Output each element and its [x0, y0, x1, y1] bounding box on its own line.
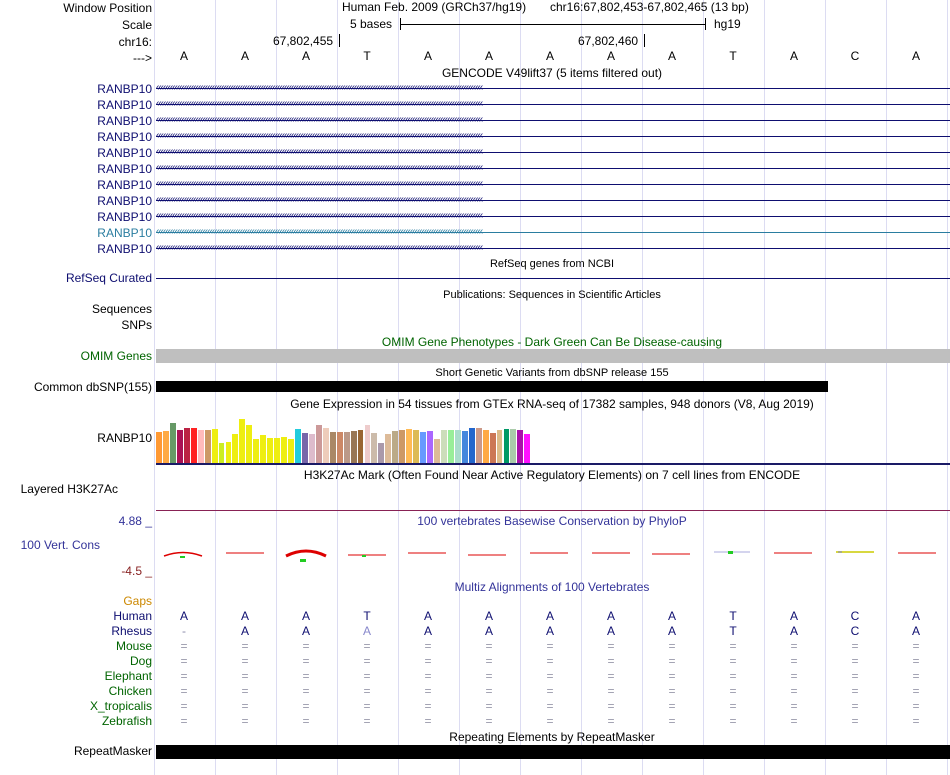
gtex-tissue-bar[interactable]	[434, 439, 440, 463]
alignment-base: T	[729, 609, 737, 623]
alignment-base: =	[851, 669, 859, 683]
gtex-tissue-bar[interactable]	[455, 430, 461, 463]
alignment-base: =	[241, 654, 249, 668]
gencode-row-label[interactable]: RANBP10	[97, 210, 152, 224]
alignment-base: A	[667, 609, 677, 623]
track-labels	[0, 0, 156, 775]
gtex-tissue-bar[interactable]	[392, 431, 398, 463]
strand-arrows-icon: ‹‹‹‹‹‹‹‹‹‹‹‹‹‹‹‹‹‹‹‹‹‹‹‹‹‹‹‹‹‹‹‹‹‹‹‹‹‹‹‹‹‹‹‹‹‹‹‹‹‹‹‹‹‹‹‹‹‹‹‹‹‹‹‹‹‹‹‹‹‹‹‹‹‹‹‹‹‹‹‹‹‹‹‹‹‹‹‹‹‹‹‹‹‹‹‹‹‹‹‹‹‹‹‹‹‹‹‹‹‹‹‹‹‹‹‹‹‹‹‹‹‹‹‹‹‹‹‹‹‹‹‹‹‹‹‹‹‹‹‹	[156, 130, 483, 141]
gtex-tissue-bar[interactable]	[205, 430, 211, 463]
gtex-tissue-bar[interactable]	[219, 443, 225, 463]
gtex-tissue-bar[interactable]	[253, 439, 259, 463]
alignment-base: =	[180, 669, 188, 683]
dbsnp-label[interactable]: Common dbSNP(155)	[33, 380, 152, 394]
gencode-row-label[interactable]: RANBP10	[97, 82, 152, 96]
base-letter: C	[850, 49, 860, 63]
cons-title[interactable]: 100 vertebrates Basewise Conservation by PhyloP	[417, 514, 687, 528]
base-letter: A	[606, 49, 616, 63]
alignment-base: A	[179, 609, 189, 623]
alignment-base: A	[911, 609, 921, 623]
alignment-base: =	[607, 654, 615, 668]
strand-arrows-icon: ‹‹‹‹‹‹‹‹‹‹‹‹‹‹‹‹‹‹‹‹‹‹‹‹‹‹‹‹‹‹‹‹‹‹‹‹‹‹‹‹‹‹‹‹‹‹‹‹‹‹‹‹‹‹‹‹‹‹‹‹‹‹‹‹‹‹‹‹‹‹‹‹‹‹‹‹‹‹‹‹‹‹‹‹‹‹‹‹‹‹‹‹‹‹‹‹‹‹‹‹‹‹‹‹‹‹‹‹‹‹‹‹‹‹‹‹‹‹‹‹‹‹‹‹‹‹‹‹‹‹‹‹‹‹‹‹‹‹‹‹	[156, 114, 483, 125]
gencode-row-label[interactable]: RANBP10	[97, 114, 152, 128]
base-letter: A	[667, 49, 677, 63]
gtex-tissue-bar[interactable]	[365, 425, 371, 463]
strand-arrows-icon: ‹‹‹‹‹‹‹‹‹‹‹‹‹‹‹‹‹‹‹‹‹‹‹‹‹‹‹‹‹‹‹‹‹‹‹‹‹‹‹‹‹‹‹‹‹‹‹‹‹‹‹‹‹‹‹‹‹‹‹‹‹‹‹‹‹‹‹‹‹‹‹‹‹‹‹‹‹‹‹‹‹‹‹‹‹‹‹‹‹‹‹‹‹‹‹‹‹‹‹‹‹‹‹‹‹‹‹‹‹‹‹‹‹‹‹‹‹‹‹‹‹‹‹‹‹‹‹‹‹‹‹‹‹‹‹‹‹‹‹‹	[156, 178, 483, 189]
alignment-base: =	[180, 639, 188, 653]
alignment-base: =	[668, 654, 676, 668]
assembly-text: Human Feb. 2009 (GRCh37/hg19)	[342, 0, 527, 14]
alignment-base: =	[363, 654, 371, 668]
sequences-label[interactable]: Sequences	[91, 302, 152, 316]
alignment-base: =	[729, 699, 737, 713]
alignment-base: =	[424, 639, 432, 653]
gtex-tissue-bar[interactable]	[170, 423, 176, 463]
alignment-base: A	[606, 624, 616, 638]
gencode-transcript[interactable]	[156, 179, 950, 189]
alignment-base: =	[546, 699, 554, 713]
omim-label[interactable]: OMIM Genes	[80, 349, 152, 363]
gtex-tissue-bar[interactable]	[212, 429, 218, 463]
repeat-feature[interactable]	[156, 745, 950, 759]
strand-arrows-icon: ‹‹‹‹‹‹‹‹‹‹‹‹‹‹‹‹‹‹‹‹‹‹‹‹‹‹‹‹‹‹‹‹‹‹‹‹‹‹‹‹‹‹‹‹‹‹‹‹‹‹‹‹‹‹‹‹‹‹‹‹‹‹‹‹‹‹‹‹‹‹‹‹‹‹‹‹‹‹‹‹‹‹‹‹‹‹‹‹‹‹‹‹‹‹‹‹‹‹‹‹‹‹‹‹‹‹‹‹‹‹‹‹‹‹‹‹‹‹‹‹‹‹‹‹‹‹‹‹‹‹‹‹‹‹‹‹‹‹‹‹	[156, 82, 483, 93]
gtex-tissue-bar[interactable]	[406, 429, 412, 463]
species-label[interactable]: Chicken	[108, 684, 152, 698]
strand-label: --->	[133, 51, 152, 65]
gtex-tissue-bar[interactable]	[302, 433, 308, 463]
strand-arrows-icon: ‹‹‹‹‹‹‹‹‹‹‹‹‹‹‹‹‹‹‹‹‹‹‹‹‹‹‹‹‹‹‹‹‹‹‹‹‹‹‹‹‹‹‹‹‹‹‹‹‹‹‹‹‹‹‹‹‹‹‹‹‹‹‹‹‹‹‹‹‹‹‹‹‹‹‹‹‹‹‹‹‹‹‹‹‹‹‹‹‹‹‹‹‹‹‹‹‹‹‹‹‹‹‹‹‹‹‹‹‹‹‹‹‹‹‹‹‹‹‹‹‹‹‹‹‹‹‹‹‹‹‹‹‹‹‹‹‹‹‹‹	[156, 146, 483, 157]
alignment-base: A	[423, 624, 433, 638]
gtex-tissue-bar[interactable]	[260, 435, 266, 463]
alignment-base: =	[546, 639, 554, 653]
alignment-base: A	[789, 609, 799, 623]
alignment-base: =	[668, 639, 676, 653]
gencode-transcript[interactable]	[156, 147, 950, 157]
alignment-base: =	[912, 714, 920, 728]
ruler-pos-1: 67,802,455	[273, 34, 334, 48]
ruler-pos-2: 67,802,460	[578, 34, 639, 48]
alignment-base: =	[607, 684, 615, 698]
alignment-base: =	[180, 684, 188, 698]
alignment-base: =	[546, 654, 554, 668]
gencode-row-label[interactable]: RANBP10	[97, 226, 152, 240]
alignment-base: =	[302, 654, 310, 668]
species-label[interactable]: X_tropicalis	[89, 699, 152, 713]
gtex-label[interactable]: RANBP10	[97, 431, 152, 445]
gencode-transcript[interactable]	[156, 195, 950, 205]
gtex-tissue-bar[interactable]	[385, 434, 391, 463]
alignment-base: A	[789, 624, 799, 638]
omim-feature[interactable]	[156, 349, 950, 363]
species-label[interactable]: Zebrafish	[101, 714, 152, 728]
alignment-base: =	[607, 669, 615, 683]
strand-arrows-icon: ‹‹‹‹‹‹‹‹‹‹‹‹‹‹‹‹‹‹‹‹‹‹‹‹‹‹‹‹‹‹‹‹‹‹‹‹‹‹‹‹‹‹‹‹‹‹‹‹‹‹‹‹‹‹‹‹‹‹‹‹‹‹‹‹‹‹‹‹‹‹‹‹‹‹‹‹‹‹‹‹‹‹‹‹‹‹‹‹‹‹‹‹‹‹‹‹‹‹‹‹‹‹‹‹‹‹‹‹‹‹‹‹‹‹‹‹‹‹‹‹‹‹‹‹‹‹‹‹‹‹‹‹‹‹‹‹‹‹‹‹	[156, 98, 483, 109]
alignment-base: A	[240, 624, 250, 638]
alignment-base: =	[729, 684, 737, 698]
scale-bar	[400, 17, 706, 31]
gtex-tissue-bar[interactable]	[378, 443, 384, 463]
alignment-base: =	[607, 699, 615, 713]
alignment-base: =	[180, 699, 188, 713]
gtex-tissue-bar[interactable]	[239, 419, 245, 463]
gtex-tissue-bar[interactable]	[517, 430, 523, 463]
alignment-base: T	[729, 624, 737, 638]
species-label[interactable]: Dog	[129, 654, 152, 668]
alignment-base: =	[302, 714, 310, 728]
range-text: chr16:67,802,453-67,802,465 (13 bp)	[550, 0, 749, 14]
gtex-title[interactable]: Gene Expression in 54 tissues from GTEx RNA-seq of 17382 samples, 948 donors (V8, Aug 2019)	[290, 397, 814, 411]
gtex-tissue-bar[interactable]	[198, 430, 204, 463]
alignment-base: =	[668, 714, 676, 728]
base-letter: T	[729, 49, 737, 63]
gtex-tissue-bar[interactable]	[226, 442, 232, 463]
gtex-tissue-bar[interactable]	[441, 430, 447, 463]
track-area[interactable]	[156, 0, 950, 775]
base-letter: A	[240, 49, 250, 63]
species-label[interactable]: Rhesus	[111, 624, 152, 638]
gtex-tissue-bar[interactable]	[267, 438, 273, 463]
gtex-tissue-bar[interactable]	[330, 432, 336, 463]
alignment-base: A	[484, 609, 494, 623]
omim-title[interactable]: OMIM Gene Phenotypes - Dark Green Can Be Disease-causing	[381, 335, 723, 349]
alignment-base: =	[790, 654, 798, 668]
db-text: hg19	[714, 17, 741, 31]
alignment-base: =	[790, 714, 798, 728]
alignment-base: A	[301, 609, 311, 623]
alignment-base: =	[546, 669, 554, 683]
alignment-base: =	[851, 654, 859, 668]
cons-max: 4.88 _	[118, 514, 152, 528]
base-gridline	[154, 0, 155, 775]
alignment-base: =	[851, 714, 859, 728]
alignment-base: =	[851, 684, 859, 698]
alignment-base: =	[546, 714, 554, 728]
alignment-base: =	[485, 669, 493, 683]
gencode-row-label[interactable]: RANBP10	[97, 130, 152, 144]
base-letter: A	[423, 49, 433, 63]
gtex-tissue-bar[interactable]	[413, 430, 419, 463]
gtex-tissue-bar[interactable]	[191, 428, 197, 463]
gencode-title[interactable]: GENCODE V49lift37 (5 items filtered out)	[441, 66, 663, 80]
alignment-base: C	[850, 624, 860, 638]
alignment-base: -	[182, 624, 186, 638]
alignment-base: =	[851, 699, 859, 713]
alignment-base: =	[729, 669, 737, 683]
gtex-tissue-bar[interactable]	[156, 432, 162, 463]
alignment-base: C	[850, 609, 860, 623]
base-letter: A	[179, 49, 189, 63]
gtex-tissue-bar[interactable]	[246, 425, 252, 463]
gtex-tissue-bar[interactable]	[281, 437, 287, 463]
alignment-base: =	[363, 714, 371, 728]
alignment-base: A	[606, 609, 616, 623]
alignment-base: =	[363, 639, 371, 653]
alignment-base: =	[485, 699, 493, 713]
alignment-base: A	[423, 609, 433, 623]
base-letter: A	[911, 49, 921, 63]
species-label[interactable]: Mouse	[115, 639, 152, 653]
gencode-transcript[interactable]	[156, 131, 950, 141]
gtex-tissue-bar[interactable]	[420, 432, 426, 463]
gtex-tissue-bar[interactable]	[490, 433, 496, 463]
alignment-base: =	[912, 639, 920, 653]
dbsnp-title[interactable]: Short Genetic Variants from dbSNP release 155	[435, 367, 669, 379]
repeatmasker-label[interactable]: RepeatMasker	[73, 744, 152, 758]
base-letter: A	[789, 49, 799, 63]
chrom-label: chr16:	[118, 35, 152, 49]
scale-text: 5 bases	[350, 17, 393, 31]
alignment-base: =	[485, 684, 493, 698]
gtex-tissue-bar[interactable]	[288, 439, 294, 463]
gaps-label: Gaps	[123, 594, 152, 608]
base-letter: A	[484, 49, 494, 63]
gtex-tissue-bar[interactable]	[295, 429, 301, 463]
base-letter: A	[301, 49, 311, 63]
scale-label: Scale	[121, 18, 152, 32]
refseq-line[interactable]	[156, 278, 950, 279]
gtex-tissue-bar[interactable]	[184, 428, 190, 463]
gtex-tissue-bar[interactable]	[504, 429, 510, 463]
cons-label[interactable]: 100 Vert. Cons	[20, 538, 100, 552]
alignment-base: =	[302, 639, 310, 653]
gtex-tissue-bar[interactable]	[344, 432, 350, 463]
alignment-base: =	[790, 699, 798, 713]
gencode-row-label[interactable]: RANBP10	[97, 146, 152, 160]
alignment-base: =	[424, 669, 432, 683]
strand-arrows-icon: ‹‹‹‹‹‹‹‹‹‹‹‹‹‹‹‹‹‹‹‹‹‹‹‹‹‹‹‹‹‹‹‹‹‹‹‹‹‹‹‹‹‹‹‹‹‹‹‹‹‹‹‹‹‹‹‹‹‹‹‹‹‹‹‹‹‹‹‹‹‹‹‹‹‹‹‹‹‹‹‹‹‹‹‹‹‹‹‹‹‹‹‹‹‹‹‹‹‹‹‹‹‹‹‹‹‹‹‹‹‹‹‹‹‹‹‹‹‹‹‹‹‹‹‹‹‹‹‹‹‹‹‹‹‹‹‹‹‹‹‹	[156, 242, 483, 253]
alignment-base: =	[424, 684, 432, 698]
gtex-tissue-bar[interactable]	[358, 430, 364, 463]
alignment-base: =	[180, 654, 188, 668]
dbsnp-feature[interactable]	[156, 381, 828, 392]
alignment-base: A	[911, 624, 921, 638]
gencode-row-label[interactable]: RANBP10	[97, 162, 152, 176]
cons-plot[interactable]	[156, 540, 950, 566]
gtex-tissue-bar[interactable]	[462, 431, 468, 463]
alignment-base: =	[241, 639, 249, 653]
alignment-base: =	[546, 684, 554, 698]
gtex-tissue-bar[interactable]	[371, 433, 377, 463]
alignment-base: =	[302, 684, 310, 698]
alignment-base: =	[790, 684, 798, 698]
ruler-tick-2	[644, 34, 645, 47]
alignment-base: =	[668, 684, 676, 698]
refseq-label[interactable]: RefSeq Curated	[65, 271, 152, 285]
gtex-tissue-bar[interactable]	[497, 430, 503, 463]
alignment-base: T	[363, 609, 371, 623]
gtex-tissue-bar[interactable]	[232, 434, 238, 463]
gtex-bar-chart[interactable]	[156, 411, 556, 463]
gencode-transcript[interactable]	[156, 243, 950, 253]
alignment-base: A	[240, 609, 250, 623]
repeat-title[interactable]: Repeating Elements by RepeatMasker	[449, 730, 655, 744]
gtex-tissue-bar[interactable]	[483, 430, 489, 463]
strand-arrows-icon: ‹‹‹‹‹‹‹‹‹‹‹‹‹‹‹‹‹‹‹‹‹‹‹‹‹‹‹‹‹‹‹‹‹‹‹‹‹‹‹‹‹‹‹‹‹‹‹‹‹‹‹‹‹‹‹‹‹‹‹‹‹‹‹‹‹‹‹‹‹‹‹‹‹‹‹‹‹‹‹‹‹‹‹‹‹‹‹‹‹‹‹‹‹‹‹‹‹‹‹‹‹‹‹‹‹‹‹‹‹‹‹‹‹‹‹‹‹‹‹‹‹‹‹‹‹‹‹‹‹‹‹‹‹‹‹‹‹‹‹‹	[156, 194, 483, 205]
alignment-base: A	[362, 624, 372, 638]
strand-arrows-icon: ‹‹‹‹‹‹‹‹‹‹‹‹‹‹‹‹‹‹‹‹‹‹‹‹‹‹‹‹‹‹‹‹‹‹‹‹‹‹‹‹‹‹‹‹‹‹‹‹‹‹‹‹‹‹‹‹‹‹‹‹‹‹‹‹‹‹‹‹‹‹‹‹‹‹‹‹‹‹‹‹‹‹‹‹‹‹‹‹‹‹‹‹‹‹‹‹‹‹‹‹‹‹‹‹‹‹‹‹‹‹‹‹‹‹‹‹‹‹‹‹‹‹‹‹‹‹‹‹‹‹‹‹‹‹‹‹‹‹‹‹	[156, 210, 483, 221]
alignment-base: =	[668, 699, 676, 713]
alignment-base: A	[667, 624, 677, 638]
gtex-tissue-bar[interactable]	[323, 428, 329, 463]
alignment-base: =	[241, 699, 249, 713]
gencode-row-label[interactable]: RANBP10	[97, 242, 152, 256]
alignment-base: =	[912, 654, 920, 668]
gencode-transcript[interactable]	[156, 115, 950, 125]
base-letter: A	[545, 49, 555, 63]
gtex-tissue-bar[interactable]	[399, 430, 405, 463]
alignment-base: =	[912, 669, 920, 683]
alignment-base: =	[607, 639, 615, 653]
alignment-base: =	[607, 714, 615, 728]
gtex-tissue-bar[interactable]	[510, 429, 516, 463]
gencode-transcript[interactable]	[156, 211, 950, 221]
pubs-title[interactable]: Publications: Sequences in Scientific Articles	[443, 289, 661, 301]
cons-peaks	[164, 551, 936, 562]
alignment-base: =	[241, 669, 249, 683]
alignment-base: =	[485, 714, 493, 728]
cons-min: -4.5 _	[121, 564, 152, 578]
gencode-transcript[interactable]	[156, 83, 950, 93]
gtex-tissue-bar[interactable]	[274, 438, 280, 463]
alignment-base: =	[241, 714, 249, 728]
alignment-base: =	[729, 714, 737, 728]
gtex-tissue-bar[interactable]	[316, 425, 322, 463]
h3k27ac-label[interactable]: Layered H3K27Ac	[20, 482, 118, 496]
gtex-tissue-bar[interactable]	[448, 430, 454, 463]
h3k27ac-title[interactable]: H3K27Ac Mark (Often Found Near Active Regulatory Elements) on 7 cell lines from ENCODE	[303, 468, 801, 482]
strand-arrows-icon: ‹‹‹‹‹‹‹‹‹‹‹‹‹‹‹‹‹‹‹‹‹‹‹‹‹‹‹‹‹‹‹‹‹‹‹‹‹‹‹‹‹‹‹‹‹‹‹‹‹‹‹‹‹‹‹‹‹‹‹‹‹‹‹‹‹‹‹‹‹‹‹‹‹‹‹‹‹‹‹‹‹‹‹‹‹‹‹‹‹‹‹‹‹‹‹‹‹‹‹‹‹‹‹‹‹‹‹‹‹‹‹‹‹‹‹‹‹‹‹‹‹‹‹‹‹‹‹‹‹‹‹‹‹‹‹‹‹‹‹‹	[156, 226, 483, 237]
alignment-base: =	[424, 654, 432, 668]
gtex-tissue-bar[interactable]	[351, 431, 357, 463]
gencode-row-label[interactable]: RANBP10	[97, 98, 152, 112]
gencode-row-label[interactable]: RANBP10	[97, 194, 152, 208]
alignment-base: =	[790, 639, 798, 653]
refseq-title[interactable]: RefSeq genes from NCBI	[489, 258, 615, 270]
alignment-base: A	[545, 609, 555, 623]
alignment-base: =	[302, 669, 310, 683]
gencode-transcript[interactable]	[156, 99, 950, 109]
gencode-row-label[interactable]: RANBP10	[97, 178, 152, 192]
alignment-base: =	[424, 714, 432, 728]
h3k27ac-baseline	[156, 510, 950, 511]
alignment-base: =	[851, 639, 859, 653]
alignment-base: =	[424, 699, 432, 713]
gtex-baseline	[156, 463, 950, 465]
gtex-tissue-bar[interactable]	[309, 434, 315, 463]
ruler-tick-1	[339, 34, 340, 47]
window-position-label: Window Position	[63, 1, 152, 15]
alignment-base: =	[912, 684, 920, 698]
alignment-base: A	[484, 624, 494, 638]
alignment-base: =	[912, 699, 920, 713]
gtex-tissue-bar[interactable]	[163, 431, 169, 463]
alignment-base: =	[729, 639, 737, 653]
alignment-base: =	[485, 654, 493, 668]
alignment-base: =	[241, 684, 249, 698]
species-label[interactable]: Elephant	[104, 669, 152, 683]
gencode-transcript[interactable]	[156, 163, 950, 173]
alignment-base: =	[790, 669, 798, 683]
alignment-base: =	[485, 639, 493, 653]
alignment-base: A	[545, 624, 555, 638]
alignment-base: =	[668, 669, 676, 683]
species-label[interactable]: Human	[113, 609, 152, 623]
gtex-tissue-bar[interactable]	[524, 434, 530, 463]
multiz-title[interactable]: Multiz Alignments of 100 Vertebrates	[454, 580, 650, 594]
gencode-transcript[interactable]	[156, 227, 950, 237]
gtex-tissue-bar[interactable]	[469, 428, 475, 463]
gtex-tissue-bar[interactable]	[427, 431, 433, 463]
base-letter: T	[363, 49, 371, 63]
alignment-base: =	[729, 654, 737, 668]
alignment-base: A	[301, 624, 311, 638]
gtex-tissue-bar[interactable]	[476, 428, 482, 463]
snps-label[interactable]: SNPs	[121, 318, 152, 332]
strand-arrows-icon: ‹‹‹‹‹‹‹‹‹‹‹‹‹‹‹‹‹‹‹‹‹‹‹‹‹‹‹‹‹‹‹‹‹‹‹‹‹‹‹‹‹‹‹‹‹‹‹‹‹‹‹‹‹‹‹‹‹‹‹‹‹‹‹‹‹‹‹‹‹‹‹‹‹‹‹‹‹‹‹‹‹‹‹‹‹‹‹‹‹‹‹‹‹‹‹‹‹‹‹‹‹‹‹‹‹‹‹‹‹‹‹‹‹‹‹‹‹‹‹‹‹‹‹‹‹‹‹‹‹‹‹‹‹‹‹‹‹‹‹‹	[156, 162, 483, 173]
gtex-tissue-bar[interactable]	[337, 432, 343, 463]
alignment-base: =	[180, 714, 188, 728]
alignment-base: =	[363, 669, 371, 683]
alignment-base: =	[363, 699, 371, 713]
alignment-base: =	[302, 699, 310, 713]
gtex-tissue-bar[interactable]	[177, 430, 183, 463]
alignment-base: =	[363, 684, 371, 698]
